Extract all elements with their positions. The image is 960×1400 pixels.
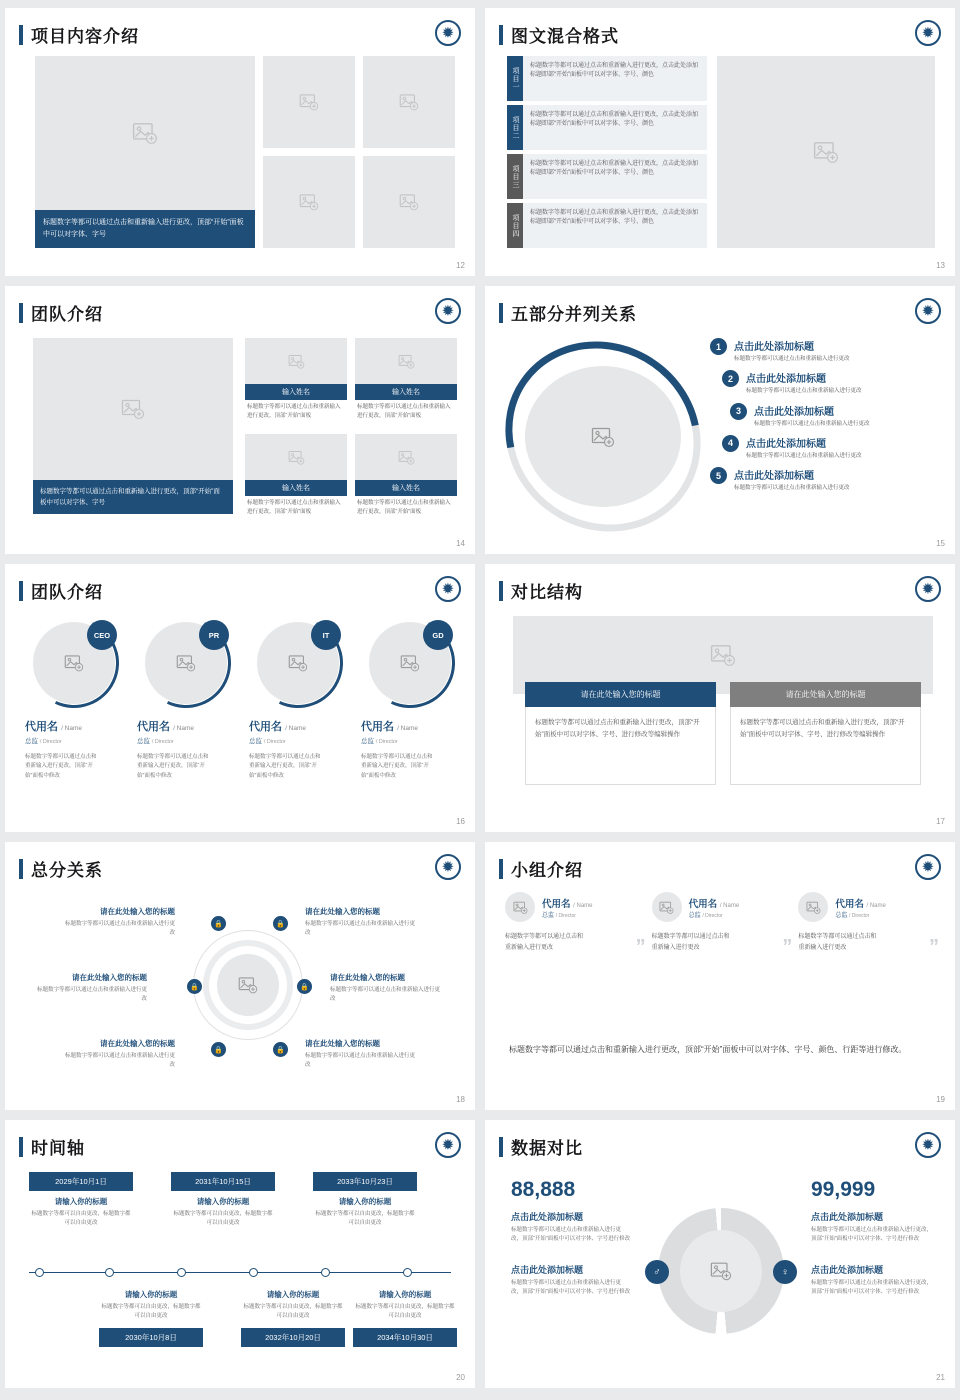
row-text: 标题数字等都可以通过点击和重新输入进行更改，点击此处添加标题即部“开始”面板中可以对字体、字号、颜色 (523, 56, 707, 101)
image-placeholder[interactable] (652, 892, 682, 922)
page-title: 总分关系 (31, 861, 103, 880)
column-body: 标题数字等都可以通过点击和重新输入进行更改，顶部“开始”面板中可以对字体、字号、进行修改等编辑操作 (730, 707, 921, 785)
member-name: 输入姓名 (355, 480, 457, 496)
member-name-cn: 代用名 (137, 721, 170, 733)
role-badge: IT (311, 620, 341, 650)
timeline-desc: 标题数字等都可以自由更改，标题数字都可以自由更改 (315, 1211, 415, 1227)
quote-icon: ” (635, 935, 646, 958)
page-title: 数据对比 (511, 1139, 583, 1158)
slide-15[interactable] (485, 286, 955, 554)
slide-title (499, 1134, 955, 1159)
team-member[interactable] (21, 622, 127, 781)
node-title: 请在此处输入您的标题 (100, 907, 175, 916)
page-title: 小组介绍 (511, 861, 583, 880)
member-desc: 标题数字等都可以通过点击和重新输入进行更改，顶部“开始”面板 (247, 404, 341, 419)
item-number: 4 (722, 435, 739, 452)
group-card[interactable] (505, 892, 646, 958)
member-name-cn: 代用名 (542, 898, 571, 910)
image-caption: 标题数字等都可以通过点击和重新输入进行更改，顶部“开始”面板中可以对字体、字号 (35, 210, 255, 248)
image-caption: 标题数字等都可以通过点击和重新输入进行更改，顶部“开始”面板中可以对字体、字号 (33, 480, 233, 514)
stat-desc: 标题数字等都可以通过点击和重新输入进行更改，顶部“开始”面板中可以对字体、字号进行修改 (511, 1279, 631, 1296)
item-title: 点击此处添加标题 (734, 471, 814, 482)
node-desc: 标题数字等都可以通过点击和重新输入进行更改 (64, 1053, 175, 1068)
slide-13[interactable] (485, 8, 955, 276)
timeline-title: 请输入你的标题 (338, 1197, 392, 1206)
list-item[interactable] (710, 467, 943, 492)
slide-21[interactable] (485, 1120, 955, 1388)
compare-column-left[interactable] (525, 682, 716, 785)
slide-title (499, 22, 955, 47)
timeline-title: 请输入你的标题 (266, 1290, 320, 1299)
item-desc: 标题数字等都可以通过点击和重新输入进行更改 (754, 420, 870, 427)
list-item[interactable] (710, 338, 943, 363)
member-role-en: / Director (555, 912, 576, 919)
member-name (542, 896, 593, 910)
card-desc: 标题数字等都可以通过点击和重新输入进行更改 (505, 934, 584, 951)
image-placeholder[interactable] (505, 892, 535, 922)
member-name-cn: 代用名 (25, 721, 58, 733)
title-accent-bar (19, 581, 23, 601)
member-name-cn: 代用名 (249, 721, 282, 733)
item-title: 点击此处添加标题 (746, 374, 826, 386)
group-card[interactable] (651, 892, 793, 958)
member-name-cn: 代用名 (688, 898, 718, 910)
team-member[interactable] (357, 622, 463, 781)
slide-title (499, 578, 955, 603)
image-placeholder[interactable] (363, 156, 455, 248)
member-name (133, 718, 239, 734)
page-number: 15 (936, 539, 945, 548)
item-desc: 标题数字等都可以通过点击和重新输入进行更改 (746, 452, 862, 459)
timeline-item[interactable] (241, 1284, 345, 1347)
row-tab (507, 203, 523, 248)
timeline-date: 2033年10月23日 (313, 1172, 417, 1191)
page-title: 对比结构 (511, 583, 583, 602)
hub-node-icon[interactable]: 🔒 (187, 979, 202, 994)
row-tab (507, 154, 523, 199)
member-name-cn: 代用名 (361, 721, 394, 733)
member-role-en: / Director (702, 912, 723, 919)
page-title: 五部分并列关系 (511, 305, 637, 324)
slide-title (19, 1134, 475, 1159)
member-role (357, 736, 463, 745)
timeline-item[interactable] (353, 1284, 457, 1347)
row-text: 标题数字等都可以通过点击和重新输入进行更改，点击此处添加标题即部“开始”面板中可以对字体、字号、颜色 (523, 154, 707, 199)
row-tab-label: 项目一 (512, 66, 519, 91)
row-tab-label: 项目二 (512, 115, 519, 140)
page-title: 团队介绍 (31, 583, 103, 602)
member-name (21, 718, 127, 734)
member-role (245, 736, 351, 745)
page-title: 时间轴 (31, 1139, 85, 1158)
image-placeholder[interactable] (717, 56, 935, 248)
node-desc: 标题数字等都可以通过点击和重新输入进行更改 (36, 987, 147, 1002)
list-item[interactable] (507, 105, 707, 150)
row-text: 标题数字等都可以通过点击和重新输入进行更改，点击此处添加标题即部“开始”面板中可以对字体、字号、颜色 (523, 203, 707, 248)
member-role (133, 736, 239, 745)
slide-title (19, 578, 475, 603)
list-item[interactable] (507, 203, 707, 248)
globe-logo-icon: ✹ (435, 854, 461, 880)
globe-logo-icon: ✹ (915, 1132, 941, 1158)
globe-logo-icon: ✹ (915, 20, 941, 46)
member-name: 输入姓名 (355, 384, 457, 400)
member-name (689, 896, 740, 910)
stat-title: 点击此处添加标题 (811, 1212, 884, 1222)
timeline-desc: 标题数字等都可以自由更改，标题数字都可以自由更改 (31, 1211, 131, 1227)
member-desc: 标题数字等都可以通过点击和重新输入进行更改，顶部“开始”面板 (357, 500, 451, 515)
timeline-item[interactable] (29, 1172, 133, 1229)
member-name (245, 718, 351, 734)
item-desc: 标题数字等都可以通过点击和重新输入进行更改 (746, 388, 862, 395)
item-number: 1 (710, 338, 727, 355)
title-accent-bar (499, 581, 503, 601)
page-number: 19 (936, 1095, 945, 1104)
title-accent-bar (499, 25, 503, 45)
member-desc: 标题数字等都可以通过点击和重新输入进行更改，顶部“开始”面板中修改 (249, 754, 321, 779)
stat-right[interactable] (811, 1178, 933, 1297)
image-placeholder[interactable] (355, 434, 457, 480)
column-body: 标题数字等都可以通过点击和重新输入进行更改，顶部“开始”面板中可以对字体、字号、进行修改等编辑操作 (525, 707, 716, 785)
page-number: 17 (936, 817, 945, 826)
title-accent-bar (19, 303, 23, 323)
hub-node-icon[interactable]: 🔒 (297, 979, 312, 994)
group-card[interactable] (798, 892, 940, 958)
image-placeholder[interactable] (263, 156, 355, 248)
member-desc: 标题数字等都可以通过点击和重新输入进行更改，顶部“开始”面板中修改 (25, 754, 97, 779)
item-number: 5 (710, 467, 727, 484)
node-title: 请在此处输入您的标题 (100, 1039, 175, 1048)
hub-node-icon[interactable]: 🔒 (211, 916, 226, 931)
list-item[interactable] (730, 403, 943, 428)
member-role (835, 910, 886, 919)
stat-value: 99,999 (811, 1178, 876, 1201)
list-item[interactable] (507, 56, 707, 101)
role-badge: CEO (87, 620, 117, 650)
slide-title (19, 22, 475, 47)
hub-node-icon[interactable]: 🔒 (211, 1042, 226, 1057)
slide-19[interactable] (485, 842, 955, 1110)
image-placeholder[interactable] (245, 434, 347, 480)
timeline-node[interactable] (321, 1268, 330, 1277)
stat-title: 点击此处添加标题 (811, 1264, 884, 1275)
member-role-en: / Director (375, 739, 398, 745)
slide-20[interactable] (5, 1120, 475, 1388)
title-accent-bar (499, 303, 503, 323)
timeline-node[interactable] (249, 1268, 258, 1277)
timeline-item[interactable] (313, 1172, 417, 1229)
role-badge: PR (199, 620, 229, 650)
timeline-date: 2029年10月1日 (29, 1172, 133, 1191)
stat-value: 88,888 (511, 1178, 576, 1201)
member-name-en: / Name (573, 902, 593, 909)
team-card[interactable] (355, 434, 457, 524)
role-badge: GD (423, 620, 453, 650)
timeline-date: 2034年10月30日 (353, 1328, 457, 1347)
row-tab-label: 项目四 (512, 213, 519, 238)
timeline-node[interactable] (177, 1268, 186, 1277)
row-tab (507, 56, 523, 101)
item-title: 点击此处添加标题 (746, 438, 826, 450)
timeline-title: 请输入你的标题 (196, 1197, 250, 1206)
node-text[interactable] (330, 972, 442, 1004)
member-role (542, 910, 593, 919)
node-title: 请在此处输入您的标题 (305, 1039, 380, 1048)
node-text[interactable] (63, 1038, 175, 1070)
stat-title: 点击此处添加标题 (511, 1212, 584, 1222)
footer-text: 标题数字等都可以通过点击和重新输入进行更改，顶部“开始”面板中可以对字体、字号、颜色、行距等进行修改。 (509, 1045, 907, 1054)
team-card[interactable] (245, 434, 347, 524)
member-name-en: / Name (719, 902, 740, 909)
image-placeholder[interactable] (363, 56, 455, 148)
team-card[interactable] (245, 338, 347, 428)
slide-title (19, 300, 475, 325)
member-desc: 标题数字等都可以通过点击和重新输入进行更改，顶部“开始”面板中修改 (137, 754, 209, 779)
node-desc: 标题数字等都可以通过点击和重新输入进行更改 (305, 1053, 416, 1068)
member-name (835, 896, 886, 910)
timeline-item[interactable] (171, 1172, 275, 1229)
page-number: 21 (936, 1373, 945, 1382)
globe-logo-icon: ✹ (915, 854, 941, 880)
member-desc: 标题数字等都可以通过点击和重新输入进行更改，顶部“开始”面板 (247, 500, 341, 515)
globe-logo-icon: ✹ (915, 576, 941, 602)
page-number: 18 (456, 1095, 465, 1104)
timeline-desc: 标题数字等都可以自由更改，标题数字都可以自由更改 (243, 1304, 343, 1320)
team-member[interactable] (245, 622, 351, 781)
member-name-en: / Name (173, 725, 195, 732)
member-role-en: / Director (263, 739, 286, 745)
ring-diagram (503, 344, 703, 529)
main-image-card[interactable] (33, 338, 233, 514)
slide-title (19, 856, 475, 881)
main-image-card[interactable] (35, 56, 255, 248)
stat-desc: 标题数字等都可以通过点击和重新输入进行更改，顶部“开始”面板中可以对字体、字号进行修改 (811, 1227, 933, 1243)
item-number: 3 (730, 403, 747, 420)
female-icon[interactable]: ♀ (773, 1260, 797, 1284)
node-title: 请在此处输入您的标题 (330, 973, 405, 982)
title-accent-bar (19, 1137, 23, 1157)
title-accent-bar (19, 859, 23, 879)
quote-icon: ” (929, 935, 940, 958)
node-desc: 标题数字等都可以通过点击和重新输入进行更改 (305, 921, 416, 936)
timeline-desc: 标题数字等都可以自由更改，标题数字都可以自由更改 (355, 1304, 455, 1320)
member-role-en: / Director (39, 739, 62, 745)
timeline-title: 请输入你的标题 (124, 1290, 178, 1299)
node-text[interactable] (63, 906, 175, 938)
member-role (21, 736, 127, 745)
timeline-desc: 标题数字等都可以自由更改，标题数字都可以自由更改 (173, 1211, 273, 1227)
slide-title (499, 300, 955, 325)
globe-logo-icon: ✹ (435, 1132, 461, 1158)
member-name-en: / Name (866, 902, 886, 909)
page-title: 图文混合格式 (511, 27, 619, 46)
timeline-item[interactable] (99, 1284, 203, 1347)
image-placeholder[interactable] (355, 338, 457, 384)
image-placeholder[interactable] (245, 338, 347, 384)
donut-chart (658, 1208, 784, 1334)
slide-17[interactable] (485, 564, 955, 832)
hub-node-icon[interactable]: 🔒 (273, 916, 288, 931)
node-title: 请在此处输入您的标题 (72, 973, 147, 982)
member-name-en: / Name (285, 725, 307, 732)
item-title: 点击此处添加标题 (754, 406, 834, 418)
item-desc: 标题数字等都可以通过点击和重新输入进行更改 (734, 485, 850, 491)
globe-logo-icon: ✹ (915, 298, 941, 324)
stat-title: 点击此处添加标题 (511, 1264, 584, 1275)
image-placeholder[interactable] (35, 56, 255, 210)
timeline-desc: 标题数字等都可以自由更改，标题数字都可以自由更改 (101, 1304, 201, 1320)
slide-title (499, 856, 955, 881)
image-placeholder[interactable] (798, 892, 828, 922)
node-text[interactable] (35, 972, 147, 1004)
globe-logo-icon: ✹ (435, 576, 461, 602)
item-desc: 标题数字等都可以通过点击和重新输入进行更改 (734, 356, 850, 362)
male-icon[interactable]: ♂ (645, 1260, 669, 1284)
timeline-title: 请输入你的标题 (378, 1290, 432, 1299)
title-accent-bar (19, 25, 23, 45)
card-desc: 标题数字等都可以通过点击和重新输入进行更改 (798, 934, 877, 951)
stat-left[interactable] (511, 1178, 631, 1297)
title-accent-bar (499, 1137, 503, 1157)
timeline-node[interactable] (35, 1268, 44, 1277)
member-name: 输入姓名 (245, 384, 347, 400)
title-accent-bar (499, 859, 503, 879)
timeline-title: 请输入你的标题 (54, 1197, 108, 1206)
member-name: 输入姓名 (245, 480, 347, 496)
timeline-axis (29, 1272, 451, 1273)
member-role-en: / Director (849, 912, 870, 919)
row-tab (507, 105, 523, 150)
timeline-node[interactable] (105, 1268, 114, 1277)
globe-logo-icon: ✹ (435, 298, 461, 324)
column-header: 请在此处输入您的标题 (525, 682, 716, 707)
page-number: 16 (456, 817, 465, 826)
member-role (689, 910, 740, 919)
image-placeholder[interactable] (263, 56, 355, 148)
member-role-cn: 总监 (25, 738, 38, 745)
hub-node-icon[interactable]: 🔒 (273, 1042, 288, 1057)
timeline-date: 2031年10月15日 (171, 1172, 275, 1191)
member-role-en: / Director (151, 739, 174, 745)
member-role-cn: 总监 (542, 912, 555, 919)
member-name (357, 718, 463, 734)
row-text: 标题数字等都可以通过点击和重新输入进行更改，点击此处添加标题即部“开始”面板中可以对字体、字号、颜色 (523, 105, 707, 150)
image-placeholder[interactable] (525, 366, 681, 507)
timeline-date: 2030年10月8日 (99, 1328, 203, 1347)
item-title: 点击此处添加标题 (734, 342, 814, 353)
member-role-cn: 总监 (361, 738, 374, 745)
page-number: 20 (456, 1373, 465, 1382)
member-name-en: / Name (397, 725, 419, 732)
member-name-en: / Name (61, 725, 83, 732)
member-role-cn: 总监 (249, 738, 262, 745)
member-role-cn: 总监 (835, 912, 848, 919)
node-desc: 标题数字等都可以通过点击和重新输入进行更改 (330, 987, 441, 1002)
stat-desc: 标题数字等都可以通过点击和重新输入进行更改，顶部“开始”面板中可以对字体、字号进行修改 (811, 1279, 933, 1296)
member-name-cn: 代用名 (835, 898, 864, 910)
member-role-cn: 总监 (137, 738, 150, 745)
slide-16[interactable] (5, 564, 475, 832)
member-role-cn: 总监 (688, 912, 701, 919)
page-number: 12 (456, 261, 465, 270)
card-desc: 标题数字等都可以通过点击和重新输入进行更改 (651, 934, 730, 951)
slide-12[interactable] (5, 8, 475, 276)
page-title: 项目内容介绍 (31, 27, 139, 46)
node-text[interactable] (305, 1038, 417, 1070)
page-number: 14 (456, 539, 465, 548)
member-desc: 标题数字等都可以通过点击和重新输入进行更改，顶部“开始”面板中修改 (361, 754, 433, 779)
quote-icon: ” (782, 935, 793, 958)
column-header: 请在此处输入您的标题 (730, 682, 921, 707)
member-desc: 标题数字等都可以通过点击和重新输入进行更改，顶部“开始”面板 (357, 404, 451, 419)
hub-diagram (193, 930, 303, 1040)
team-member[interactable] (133, 622, 239, 781)
image-placeholder[interactable] (217, 954, 279, 1016)
team-card[interactable] (355, 338, 457, 428)
stat-desc: 标题数字等都可以通过点击和重新输入进行更改，顶部“开始”面板中可以对字体、字号进行修改 (511, 1227, 631, 1243)
image-placeholder[interactable] (680, 1230, 762, 1312)
compare-column-right[interactable] (730, 682, 921, 785)
timeline-node[interactable] (403, 1268, 412, 1277)
item-number: 2 (722, 370, 739, 387)
row-tab-label: 项目三 (512, 164, 519, 189)
slide-14[interactable] (5, 286, 475, 554)
list-item[interactable] (722, 435, 943, 460)
page-number: 13 (936, 261, 945, 270)
node-desc: 标题数字等都可以通过点击和重新输入进行更改 (64, 921, 175, 936)
globe-logo-icon: ✹ (435, 20, 461, 46)
list-item[interactable] (722, 370, 943, 395)
timeline-date: 2032年10月20日 (241, 1328, 345, 1347)
list-item[interactable] (507, 154, 707, 199)
node-text[interactable] (305, 906, 417, 938)
image-placeholder[interactable] (33, 338, 233, 480)
node-title: 请在此处输入您的标题 (305, 907, 380, 916)
slide-18[interactable] (5, 842, 475, 1110)
page-title: 团队介绍 (31, 305, 103, 324)
